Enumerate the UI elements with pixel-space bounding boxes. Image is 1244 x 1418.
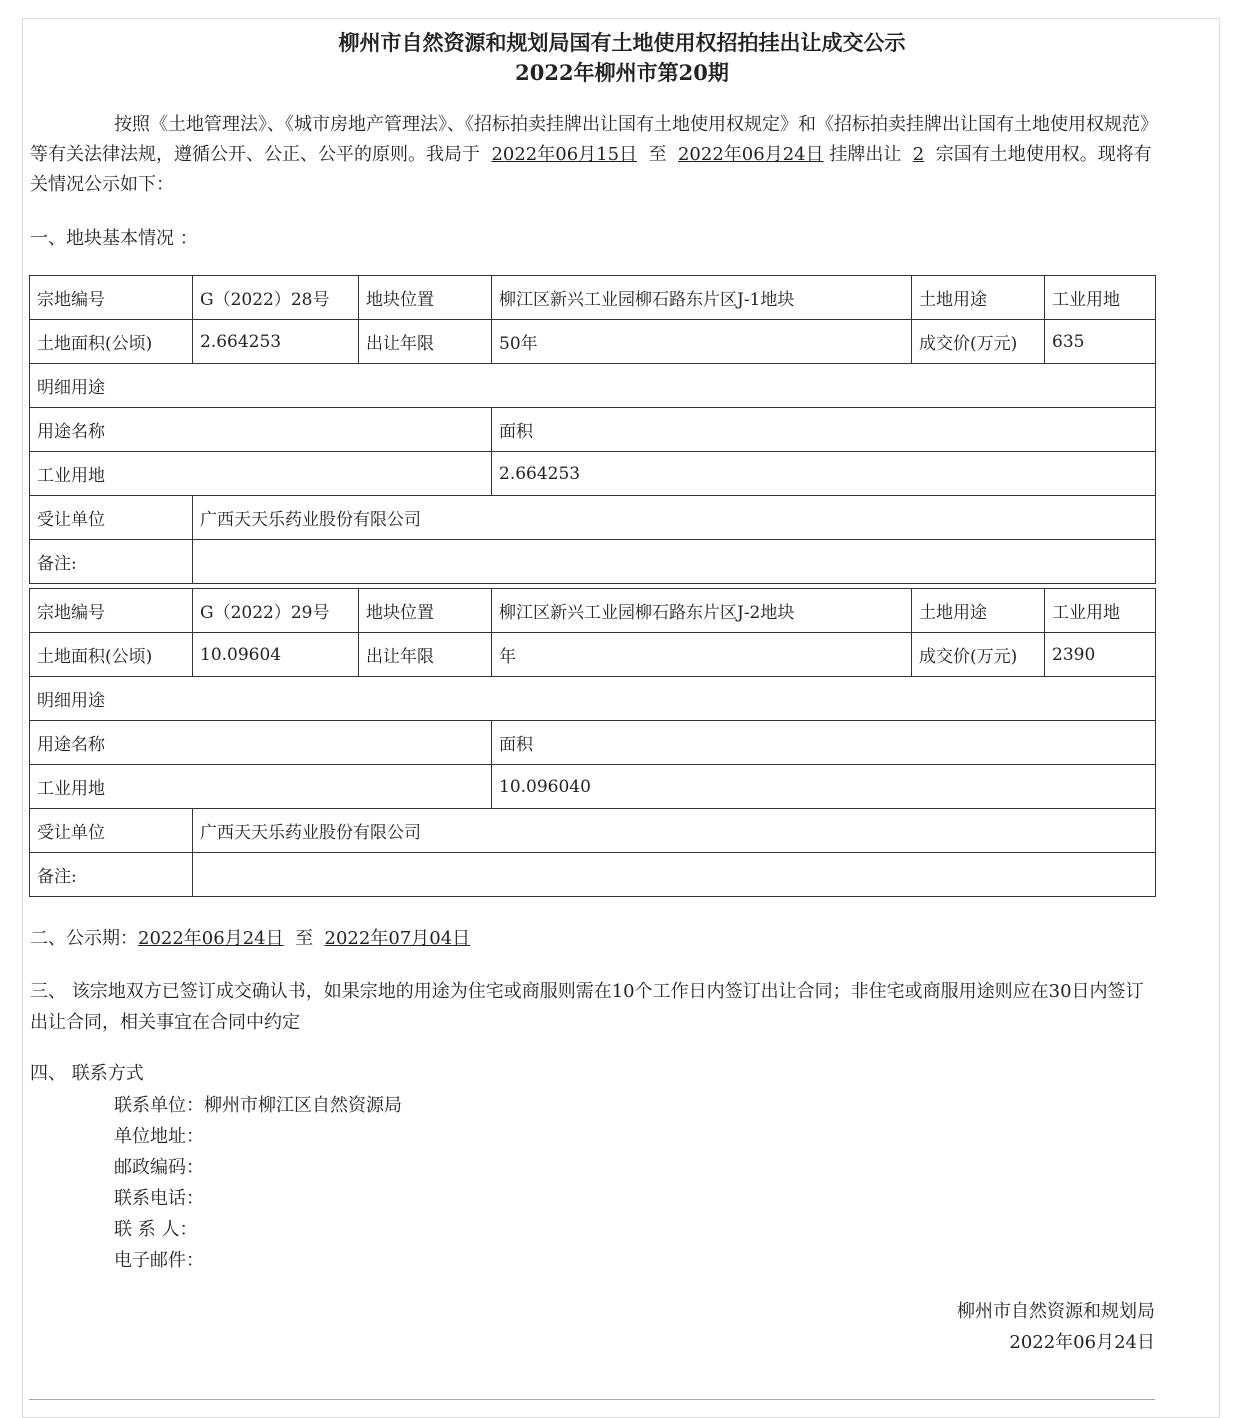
grantee-label: 受让单位 <box>30 809 193 853</box>
publicity-end: 2022年07月04日 <box>324 928 471 949</box>
location-label: 地块位置 <box>359 276 492 320</box>
table-row <box>30 677 1156 721</box>
remark-value <box>193 540 1156 584</box>
section-1-heading: 一、地块基本情况 ： <box>30 228 198 249</box>
intro-to: 至 <box>648 144 667 165</box>
parcel-no-value: G（2022）28号 <box>193 276 359 320</box>
remark-label: 备注: <box>30 853 193 897</box>
title-line-1: 柳州市自然资源和规划局国有土地使用权招拍挂出让成交公示 <box>338 30 906 55</box>
detail-usage-label: 明细用途 <box>30 364 1156 408</box>
location-value: 柳江区新兴工业园柳石路东片区J-2地块 <box>492 589 912 633</box>
detail-name-value: 工业用地 <box>30 765 492 809</box>
location-value: 柳江区新兴工业园柳石路东片区J-1地块 <box>492 276 912 320</box>
parcel-no-label: 宗地编号 <box>30 276 193 320</box>
remark-value <box>193 853 1156 897</box>
area-column-label: 面积 <box>492 408 1156 452</box>
contact-info <box>114 1090 402 1276</box>
table-row <box>30 853 1156 897</box>
price-label: 成交价(万元) <box>912 320 1045 364</box>
section-4-heading: 四、 联系方式 <box>30 1063 144 1084</box>
intro-text-3: 宗国有土地使用权。现将有关情况公示如下： <box>30 144 1152 195</box>
table-row <box>30 765 1156 809</box>
intro-text-2: 挂牌出让 <box>829 144 902 165</box>
table-row <box>30 721 1156 765</box>
notice-title <box>0 28 1244 88</box>
term-label: 出让年限 <box>359 320 492 364</box>
table-row <box>30 320 1156 364</box>
section-3-contract-note: 三、 该宗地双方已签订成交确认书，如果宗地的用途为住宅或商服则需在10个工作日内签订出让合同；非住宅或商服用途则应在30日内签订出让合同，相关事宜在合同中约定 <box>30 981 1144 1033</box>
detail-usage-label: 明细用途 <box>30 677 1156 721</box>
table-row <box>30 496 1156 540</box>
contact-address: 单位地址： <box>114 1126 204 1147</box>
price-label: 成交价(万元) <box>912 633 1045 677</box>
publicity-start: 2022年06月24日 <box>138 928 284 949</box>
parcel-no-label: 宗地编号 <box>30 589 193 633</box>
area-label: 土地面积(公顷) <box>30 633 193 677</box>
publicity-label: 二、公示期： <box>30 928 138 949</box>
bottom-divider <box>29 1399 1155 1400</box>
table-row <box>30 633 1156 677</box>
detail-name-value: 工业用地 <box>30 452 492 496</box>
grantee-value: 广西天天乐药业股份有限公司 <box>193 496 1156 540</box>
detail-area-value: 2.664253 <box>492 452 1156 496</box>
price-value: 635 <box>1045 320 1156 364</box>
intro-paragraph <box>30 110 1155 200</box>
table-row <box>30 589 1156 633</box>
area-value: 10.09604 <box>193 633 359 677</box>
table-row <box>30 540 1156 584</box>
table-row <box>30 408 1156 452</box>
area-value: 2.664253 <box>193 320 359 364</box>
parcel-table-1 <box>29 275 1156 584</box>
contact-person: 联 系 人： <box>114 1219 198 1240</box>
publicity-to: 至 <box>295 928 314 949</box>
table-row <box>30 364 1156 408</box>
usage-name-label: 用途名称 <box>30 408 492 452</box>
term-value: 50年 <box>492 320 912 364</box>
area-label: 土地面积(公顷) <box>30 320 193 364</box>
intro-count: 2 <box>912 144 925 165</box>
signature-org: 柳州市自然资源和规划局 <box>957 1301 1155 1322</box>
signature-block <box>957 1296 1155 1358</box>
grantee-label: 受让单位 <box>30 496 193 540</box>
remark-label: 备注: <box>30 540 193 584</box>
usage-label: 土地用途 <box>912 276 1045 320</box>
term-value: 年 <box>492 633 912 677</box>
section-2-publicity-period <box>30 924 1155 954</box>
title-line-2: 2022年柳州市第20期 <box>515 60 729 85</box>
signature-date: 2022年06月24日 <box>1009 1332 1155 1353</box>
contact-email: 电子邮件： <box>114 1250 204 1271</box>
area-column-label: 面积 <box>492 721 1156 765</box>
usage-label: 土地用途 <box>912 589 1045 633</box>
intro-start-date: 2022年06月15日 <box>491 144 638 165</box>
detail-area-value: 10.096040 <box>492 765 1156 809</box>
price-value: 2390 <box>1045 633 1156 677</box>
parcel-no-value: G（2022）29号 <box>193 589 359 633</box>
contact-unit: 联系单位：柳州市柳江区自然资源局 <box>114 1095 402 1116</box>
parcel-table-2 <box>29 588 1156 897</box>
intro-text-1: 按照《土地管理法》、《城市房地产管理法》、《招标拍卖挂牌出让国有土地使用权规定》和《招标拍卖挂牌出让国有土地使用权规范》等有关法律法规，遵循公开、公正、公平的原则。我局于 <box>30 114 1149 165</box>
table-row <box>30 809 1156 853</box>
table-row <box>30 452 1156 496</box>
term-label: 出让年限 <box>359 633 492 677</box>
usage-value: 工业用地 <box>1045 589 1156 633</box>
usage-name-label: 用途名称 <box>30 721 492 765</box>
location-label: 地块位置 <box>359 589 492 633</box>
grantee-value: 广西天天乐药业股份有限公司 <box>193 809 1156 853</box>
intro-end-date: 2022年06月24日 <box>677 144 824 165</box>
table-row <box>30 276 1156 320</box>
contact-postcode: 邮政编码： <box>114 1157 204 1178</box>
usage-value: 工业用地 <box>1045 276 1156 320</box>
contact-phone: 联系电话： <box>114 1188 204 1209</box>
